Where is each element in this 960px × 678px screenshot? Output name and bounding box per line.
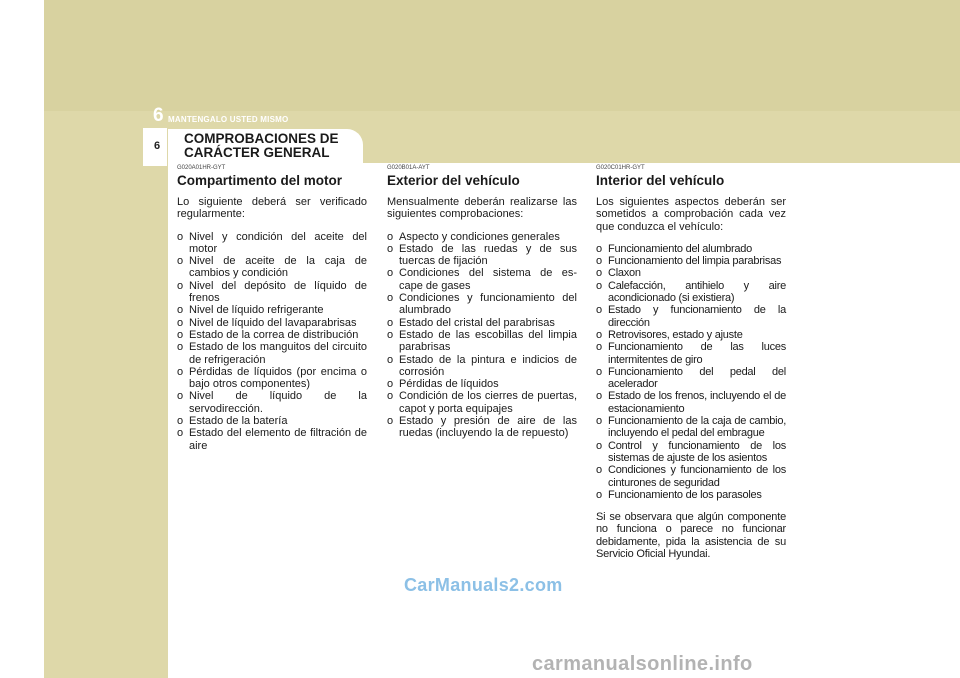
list-item: o Funcionamiento del pedal del acelerador — [596, 366, 786, 391]
closing-note: Si se observara que algún componente no funciona o parece no funcionar debidamente, pida la asistencia de su Servicio Oficial Hyundai. — [596, 511, 786, 561]
list-item: o Nivel de líquido de la servodirección. — [177, 390, 367, 415]
list-item: o Estado de las ruedas y de sus tuercas de fijación — [387, 243, 577, 268]
section-title-line-2: CARÁCTER GENERAL — [184, 145, 330, 160]
section-heading: Compartimento del motor — [177, 173, 343, 188]
list-item: o Pérdidas de líquidos (por encima o bajo otros componentes) — [177, 366, 367, 391]
list-item: o Estado del cristal del parabrisas — [387, 317, 577, 329]
list-item: o Estado de la pintura e indicios de corrosión — [387, 354, 577, 379]
section-title — [184, 132, 359, 160]
list-item: o Pérdidas de líquidos — [387, 378, 577, 390]
list-item: o Condiciones y funcionamiento de los cinturones de seguridad — [596, 464, 786, 489]
side-page-marker — [143, 128, 167, 166]
header-band — [44, 0, 960, 111]
list-item: o Retrovisores, estado y ajuste — [596, 329, 786, 341]
column-engine-compartment — [177, 165, 367, 452]
section-code: G020B01A-AYT — [387, 165, 430, 171]
list-item: o Nivel de líquido del lavaparabrisas — [177, 317, 367, 329]
list-item: o Funcionamiento de los parasoles — [596, 489, 786, 501]
list-item: o Nivel del depósito de líquido de frenos — [177, 280, 367, 305]
checklist — [177, 231, 367, 452]
list-item: o Funcionamiento del limpia parabrisas — [596, 255, 786, 267]
list-item: o Control y funcionamiento de los sistemas de ajuste de los asientos — [596, 440, 786, 465]
section-code: G020A01HR-GYT — [177, 165, 226, 171]
list-item: o Estado de la batería — [177, 415, 367, 427]
watermark-link[interactable]: CarManuals2.com — [404, 575, 563, 595]
section-code: G020C01HR-GYT — [596, 165, 645, 171]
section-intro: Lo siguiente deberá ser verificado regularmente: — [177, 196, 367, 221]
list-item: o Funcionamiento de la caja de cambio, incluyendo el pedal del embrague — [596, 415, 786, 440]
list-item: o Nivel de líquido refrigerante — [177, 304, 367, 316]
list-item: o Condiciones del sistema de es- cape de gases — [387, 267, 577, 292]
list-item: o Aspecto y condiciones generales — [387, 231, 577, 243]
list-item: o Estado de las escobillas del limpia parabrisas — [387, 329, 577, 354]
checklist — [387, 231, 577, 440]
checklist — [596, 243, 786, 501]
list-item: o Condiciones y funcionamiento del alumbrado — [387, 292, 577, 317]
list-item: o Claxon — [596, 267, 786, 279]
list-item: o Estado de los manguitos del circuito de refrigeración — [177, 341, 367, 366]
list-item: o Funcionamiento de las luces intermitentes de giro — [596, 341, 786, 366]
list-item: o Funcionamiento del alumbrado — [596, 243, 786, 255]
list-item: o Estado y presión de aire de las ruedas (incluyendo la de repuesto) — [387, 415, 577, 440]
list-item: o Calefacción, antihielo y aire acondicionado (si existiera) — [596, 280, 786, 305]
chapter-number: 6 — [153, 105, 164, 126]
section-heading: Exterior del vehículo — [387, 173, 520, 188]
list-item: o Estado de los frenos, incluyendo el de estacionamiento — [596, 390, 786, 415]
section-heading: Interior del vehículo — [596, 173, 725, 188]
list-item: o Condición de los cierres de puertas, capot y porta equipajes — [387, 390, 577, 415]
side-page-number: 6 — [154, 140, 161, 152]
section-intro: Mensualmente deberán realizarse las siguientes comprobaciones: — [387, 196, 577, 221]
section-intro: Los siguientes aspectos deberán ser sometidos a comprobación cada vez que conduzca el vehículo: — [596, 196, 786, 233]
list-item: o Nivel de aceite de la caja de cambios y condición — [177, 255, 367, 280]
list-item: o Estado y funcionamiento de la dirección — [596, 304, 786, 329]
watermark-footer: carmanualsonline.info — [532, 653, 753, 675]
column-vehicle-interior — [596, 165, 786, 570]
section-title-line-1: COMPROBACIONES DE — [184, 131, 339, 146]
column-vehicle-exterior — [387, 165, 577, 440]
list-item: o Nivel y condición del aceite del motor — [177, 231, 367, 256]
chapter-title: MANTENGALO USTED MISMO — [168, 115, 289, 124]
list-item: o Estado del elemento de filtración de aire — [177, 427, 367, 452]
list-item: o Estado de la correa de distribución — [177, 329, 367, 341]
